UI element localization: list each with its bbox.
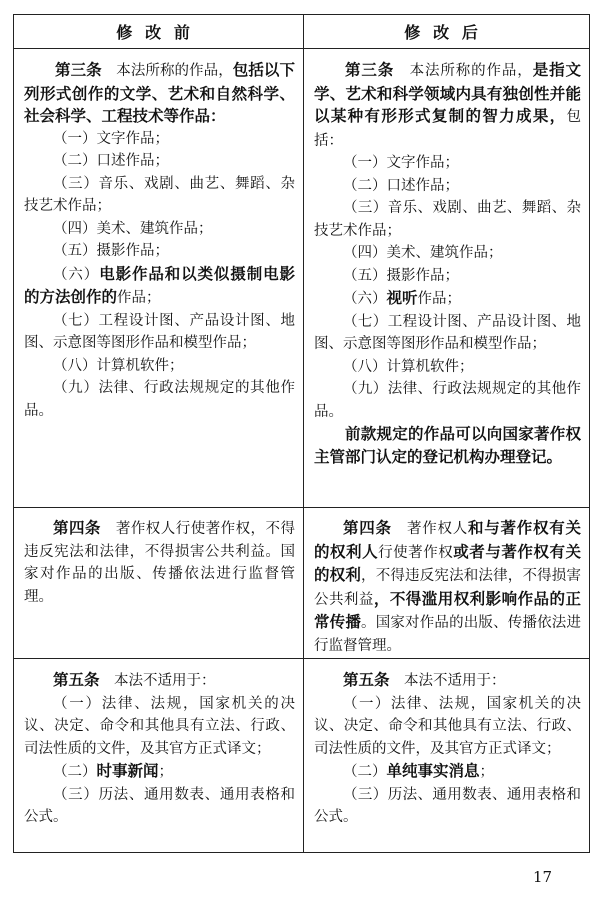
list-item: （二）时事新闻； (53, 761, 174, 780)
list-item: （七）工程设计图、产品设计图、地图、示意图等图形作品和模型作品； (314, 313, 581, 352)
list-item: （六）视听作品； (343, 288, 462, 307)
list-item: （三）音乐、戏剧、曲艺、舞蹈、杂技艺术作品； (24, 175, 295, 214)
article5-after-cell (304, 669, 589, 849)
list-item: （一）法律、法规，国家机关的决议、决定、命令和其他具有立法、行政、司法性质的文件，及其官方正式译文； (24, 695, 295, 757)
list-item: （一）文字作品； (343, 155, 459, 171)
list-item: （六）电影作品和以类似摄制电影的方法创作的作品； (24, 263, 295, 306)
list-item: （四）美术、建筑作品； (343, 245, 503, 261)
row-divider (14, 507, 589, 508)
article5-before-lead: 第五条 本法不适用于： (53, 670, 216, 689)
list-item: （三）历法、通用数表、通用表格和公式。 (314, 786, 581, 825)
article4-after-text: 第四条 著作权人和与著作权有关的权利人行使著作权或者与著作权有关的权利，不得违反宪法和法律，不得损害公共利益，不得滥用权利影响作品的正常传播。国家对作品的出版、传播依法进行监督管理。 (314, 518, 581, 654)
list-item: （二）口述作品； (53, 153, 169, 169)
list-item: （九）法律、行政法规规定的其他作品。 (314, 381, 581, 420)
list-item: （九）法律、行政法规规定的其他作品。 (24, 380, 295, 419)
article4-after-cell (304, 517, 589, 655)
article3-after-lead: 第三条 本法所称的作品，是指文学、艺术和科学领域内具有独创性并能以某种有形形式复制的智力成果，包括： (314, 60, 581, 149)
list-item: （二）单纯事实消息； (343, 761, 495, 780)
article3-before-lead: 第三条 本法所称的作品，包括以下列形式创作的文学、艺术和自然科学、社会科学、工程技术等作品： (24, 60, 295, 125)
list-item: （七）工程设计图、产品设计图、地图、示意图等图形作品和模型作品； (24, 312, 295, 351)
article5-before-cell (14, 669, 303, 849)
row-divider (14, 48, 589, 49)
header-before-cell (14, 15, 303, 48)
list-item: （三）历法、通用数表、通用表格和公式。 (24, 786, 295, 825)
article5-after-lead: 第五条 本法不适用于： (343, 670, 506, 689)
page-number: 17 (533, 868, 553, 886)
article4-before-cell (14, 517, 303, 655)
list-item: （八）计算机软件； (343, 358, 474, 375)
list-item: （一）法律、法规，国家机关的决议、决定、命令和其他具有立法、行政、司法性质的文件，及其官方正式译文； (314, 695, 581, 757)
article4-before-text: 第四条 著作权人行使著作权，不得违反宪法和法律，不得损害公共利益。国家对作品的出版、传播依法进行监督管理。 (24, 518, 295, 605)
comparison-table (13, 14, 590, 853)
header-after: 修改后 (404, 23, 491, 42)
article3-before-cell (14, 59, 303, 504)
list-item: （五）摄影作品； (53, 243, 169, 259)
list-item: （一）文字作品； (53, 130, 169, 147)
list-item: （三）音乐、戏剧、曲艺、舞蹈、杂技艺术作品； (314, 200, 581, 239)
article3-after-cell (304, 59, 589, 504)
list-item: （八）计算机软件； (53, 357, 184, 374)
article3-after-added: 前款规定的作品可以向国家著作权主管部门认定的登记机构办理登记。 (314, 424, 581, 466)
row-divider (14, 658, 589, 659)
header-before: 修改前 (116, 23, 203, 42)
list-item: （四）美术、建筑作品； (53, 220, 213, 237)
header-after-cell (304, 15, 589, 48)
list-item: （五）摄影作品； (343, 267, 459, 284)
list-item: （二）口述作品； (343, 177, 459, 194)
